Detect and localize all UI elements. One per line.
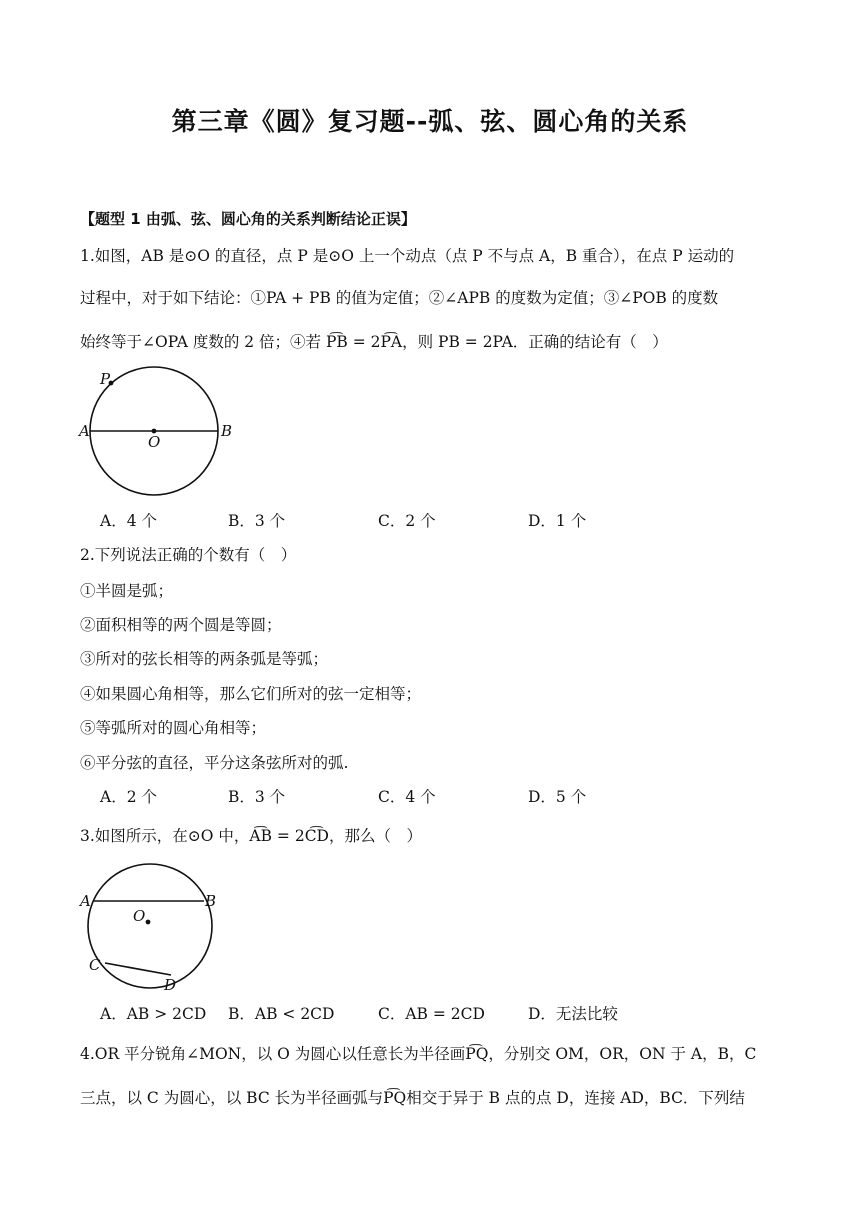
q2-statement-4: ④如果圆心角相等，那么它们所对的弦一定相等；	[80, 685, 422, 703]
q1-line-2: 过程中，对于如下结论：①PA + PB 的值为定值；②∠APB 的度数为定值；③∠POB 的度数	[80, 289, 719, 307]
label-o: O	[148, 433, 161, 451]
q2-statement-5: ⑤等弧所对的圆心角相等；	[80, 719, 267, 737]
label-o: O	[133, 907, 146, 925]
q2-option-c[interactable]: C．4 个	[378, 788, 436, 806]
page-title: 第三章《圆》复习题--弧、弦、圆心角的关系	[171, 107, 689, 136]
label-p: P	[100, 370, 111, 388]
chord-cd	[105, 963, 171, 975]
section-heading: 【题型 1 由弧、弦、圆心角的关系判断结论正误】	[80, 210, 416, 228]
q2-option-b[interactable]: B．3 个	[228, 788, 286, 806]
q2-option-a[interactable]: A．2 个	[100, 788, 157, 806]
q3-line-1: 3.如图所示，在⊙O 中，A͡B = 2C͡D，那么（ ）	[80, 827, 422, 845]
q3-option-c[interactable]: C．AB = 2CD	[378, 1005, 485, 1023]
q4-line-2: 三点，以 C 为圆心，以 BC 长为半径画弧与P͡Q相交于异于 B 点的点 D，连接 AD，BC．下列结	[80, 1089, 745, 1107]
q1-line-1: 1.如图，AB 是⊙O 的直径，点 P 是⊙O 上一个动点（点 P 不与点 A，B 重合），在点 P 运动的	[80, 247, 735, 265]
label-d: D	[164, 976, 177, 994]
label-a: A	[80, 892, 91, 910]
q3-circle-figure	[76, 860, 236, 996]
q1-option-c[interactable]: C．2 个	[378, 512, 436, 530]
q3-option-b[interactable]: B．AB < 2CD	[228, 1005, 335, 1023]
q1-option-d[interactable]: D．1 个	[528, 512, 587, 530]
label-b: B	[205, 892, 217, 910]
q2-statement-6: ⑥平分弦的直径，平分这条弦所对的弧.	[80, 754, 349, 772]
q3-option-a[interactable]: A．AB > 2CD	[100, 1005, 207, 1023]
q1-option-b[interactable]: B．3 个	[228, 512, 286, 530]
label-b: B	[221, 422, 233, 440]
circle-outline	[88, 864, 212, 988]
q2-line-1: 2.下列说法正确的个数有（ ）	[80, 546, 297, 564]
label-c: C	[89, 956, 101, 974]
q2-statement-2: ②面积相等的两个圆是等圆；	[80, 616, 282, 634]
q1-line-3: 始终等于∠OPA 度数的 2 倍；④若 P͡B = 2P͡A，则 PB = 2PA．正确的结论有（ ）	[80, 333, 668, 351]
q3-option-d[interactable]: D．无法比较	[528, 1005, 618, 1023]
label-a: A	[79, 422, 90, 440]
center-point-o	[146, 920, 151, 925]
q2-option-d[interactable]: D．5 个	[528, 788, 587, 806]
q2-statement-1: ①半圆是弧；	[80, 582, 174, 600]
q4-line-1: 4.OR 平分锐角∠MON，以 O 为圆心以任意长为半径画P͡Q，分别交 OM，OR，ON 于 A，B，C	[80, 1045, 757, 1063]
q1-option-a[interactable]: A．4 个	[100, 512, 157, 530]
q2-statement-3: ③所对的弦长相等的两条弧是等弧；	[80, 650, 329, 668]
q1-circle-figure	[76, 362, 246, 502]
